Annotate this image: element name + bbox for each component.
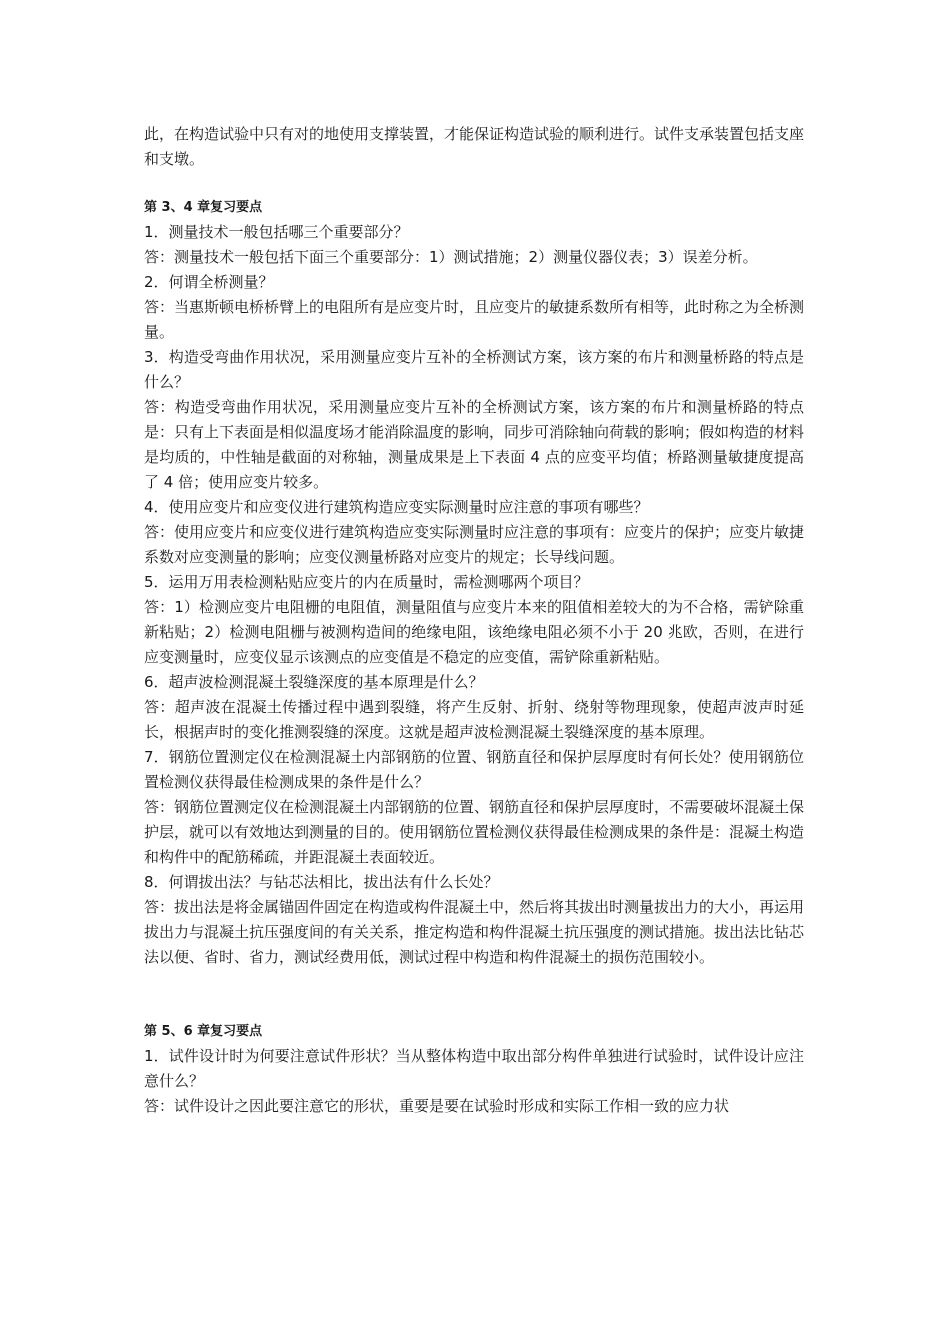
question-5: 5．运用万用表检测粘贴应变片的内在质量时，需检测哪两个项目？ <box>144 573 589 591</box>
intro-paragraph: 此，在构造试验中只有对的地使用支撑装置，才能保证构造试验的顺利进行。试件支承装置包括支座和支墩。 <box>144 125 805 168</box>
section-heading-ch5-6: 第 5、6 章复习要点 <box>144 1024 263 1039</box>
question-1: 1．测量技术一般包括哪三个重要部分？ <box>144 223 409 241</box>
question-6: 6．超声波检测混凝土裂缝深度的基本原理是什么？ <box>144 673 484 691</box>
spacer <box>144 172 804 196</box>
question-7: 7．钢筋位置测定仪在检测混凝土内部钢筋的位置、钢筋直径和保护层厚度时有何长处？使用钢筋位置检测仪获得最佳检测成果的条件是什么？ <box>144 748 804 791</box>
answer-3: 答：构造受弯曲作用状况，采用测量应变片互补的全桥测试方案，该方案的布片和测量桥路的特点是：只有上下表面是相似温度场才能消除温度的影响，同步可消除轴向荷载的影响；假如构造的材料是均质的，中性轴是截面的对称轴，测量成果是上下表面 4 点的应变平均值；桥路测量敏捷度提高了 4 倍；使用应变片较多。 <box>144 398 805 491</box>
question-5-1: 1．试件设计时为何要注意试件形状？当从整体构造中取出部分构件单独进行试验时，试件设计应注意什么？ <box>144 1047 804 1090</box>
answer-1: 答：测量技术一般包括下面三个重要部分：1）测试措施；2）测量仪器仪表；3）误差分析。 <box>144 248 758 266</box>
answer-2: 答：当惠斯顿电桥桥臂上的电阻所有是应变片时，且应变片的敏捷系数所有相等，此时称之为全桥测量。 <box>144 298 805 341</box>
spacer <box>144 970 804 1020</box>
section-heading-ch3-4: 第 3、4 章复习要点 <box>144 200 263 215</box>
question-8: 8．何谓拔出法？与钻芯法相比，拔出法有什么长处？ <box>144 873 499 891</box>
question-2: 2．何谓全桥测量？ <box>144 273 274 291</box>
answer-6: 答：超声波在混凝土传播过程中遇到裂缝，将产生反射、折射、绕射等物理现象，使超声波声时延长，根据声时的变化推测裂缝的深度。这就是超声波检测混凝土裂缝深度的基本原理。 <box>144 698 804 741</box>
answer-8: 答：拔出法是将金属锚固件固定在构造或构件混凝土中，然后将其拔出时测量拔出力的大小，再运用拔出力与混凝土抗压强度间的有关关系，推定构造和构件混凝土抗压强度的测试措施。拔出法比钻芯法以便、省时、省力，测试经费用低，测试过程中构造和构件混凝土的损伤范围较小。 <box>144 898 805 966</box>
question-3: 3．构造受弯曲作用状况，采用测量应变片互补的全桥测试方案，该方案的布片和测量桥路的特点是什么？ <box>144 348 804 391</box>
answer-4: 答：使用应变片和应变仪进行建筑构造应变实际测量时应注意的事项有：应变片的保护；应变片敏捷系数对应变测量的影响；应变仪测量桥路对应变片的规定；长导线问题。 <box>144 523 805 566</box>
document-body <box>144 122 804 1119</box>
question-4: 4．使用应变片和应变仪进行建筑构造应变实际测量时应注意的事项有哪些？ <box>144 498 649 516</box>
answer-7: 答：钢筋位置测定仪在检测混凝土内部钢筋的位置、钢筋直径和保护层厚度时，不需要破坏混凝土保护层，就可以有效地达到测量的目的。使用钢筋位置检测仪获得最佳检测成果的条件是：混凝土构造和构件中的配筋稀疏，并距混凝土表面较近。 <box>144 798 805 866</box>
answer-5-1: 答：试件设计之因此要注意它的形状，重要是要在试验时形成和实际工作相一致的应力状 <box>144 1097 730 1115</box>
answer-5: 答：1）检测应变片电阻栅的电阻值，测量阻值与应变片本来的阻值相差较大的为不合格，需铲除重新粘贴；2）检测电阻栅与被测构造间的绝缘电阻，该绝缘电阻必须不小于 20 兆欧，否则，在进行应变测量时，应变仪显示该测点的应变值是不稳定的应变值，需铲除重新粘贴。 <box>144 598 804 666</box>
